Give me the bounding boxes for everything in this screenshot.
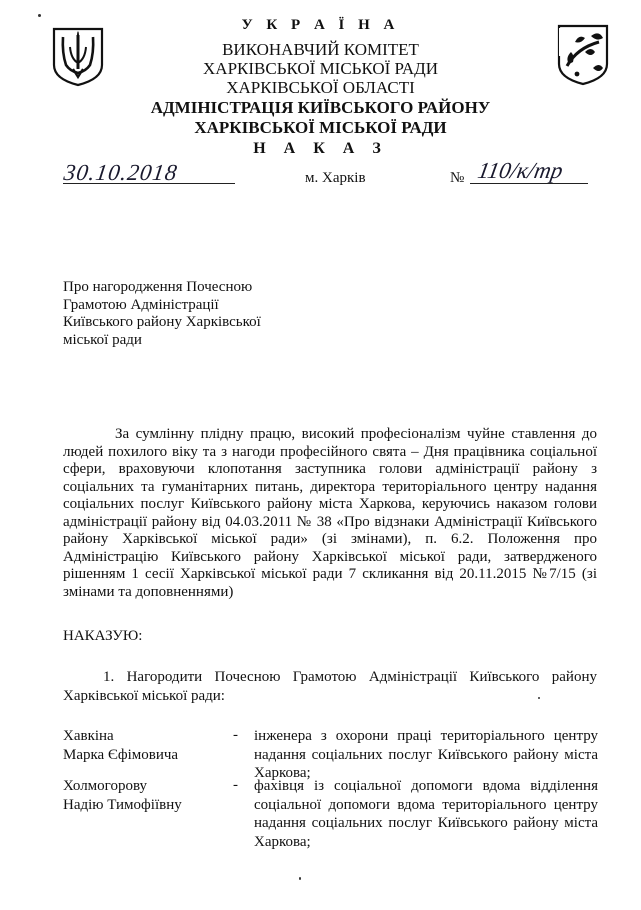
city-label: м. Харків (305, 170, 366, 186)
person-name (63, 777, 182, 814)
date-underline (63, 183, 235, 184)
order-directive: НАКАЗУЮ: (63, 628, 143, 644)
person-given-name: Надію Тимофіївну (63, 796, 182, 813)
number-sign: № (450, 170, 465, 186)
person-position: фахівця із соціальної допомоги вдома відділення соціальної допомоги вдома територіального центру надання соціальних послуг Київського району міста Харкова; (254, 778, 598, 850)
handwritten-date: 30.10.2018 (62, 160, 180, 185)
person-surname: Хавкіна (63, 728, 114, 744)
subject-line: Про нагородження Почесною (63, 279, 253, 295)
preamble-paragraph (63, 426, 597, 601)
number-underline (470, 183, 588, 184)
preamble-text: За сумлінну плідну працю, високий професіоналізм чуйне ставлення до людей похилого віку та з нагоди професійного свята – Дня працівника соціальної сфери, враховуючи клопотання заступника голови адміністрації району з соціальних та гуманітарних питань, директора територіального центру надання соціальних послуг Київського району міста Харкова, керуючись наказом голови адміністрації району від 04.03.2011 № 38 «Про відзнаки Адміністрації Київського району Харківської міської ради» (зі змінами), п. 6.2. Положення про Адміністрацію Київського району Харківської міської ради, затвердженого рішенням 1 сесії Харківської міської ради 7 скликання від 20.11.2015 №7/15 (зі змінами та доповненнями) (63, 426, 597, 600)
person-name (63, 727, 178, 764)
person-given-name: Марка Єфімовича (63, 746, 179, 763)
person-surname: Холмогорову (63, 778, 148, 794)
subject-line: Київського району Харківської (63, 314, 261, 330)
country-heading: У К Р А Ї Н А (241, 17, 400, 33)
subject-line: Грамотою Адміністрації (63, 296, 219, 313)
heading-line: ХАРКІВСЬКОЇ МІСЬКОЇ РАДИ (203, 59, 438, 78)
scan-speck (299, 877, 301, 880)
order-item-text: 1. Нагородити Почесною Грамотою Адміністрації Київського району Харківської міської ради: (63, 669, 597, 704)
subject-line: міської ради (63, 331, 142, 348)
handwritten-order-number: 110/к/тр (475, 158, 565, 183)
order-subject (63, 279, 261, 349)
person-position: інженера з охорони праці територіального центру надання соціальних послуг Київського району міста Харкова; (254, 728, 598, 781)
heading-line: ХАРКІВСЬКОЇ МІСЬКОЇ РАДИ (194, 118, 447, 137)
list-dash: - (233, 777, 238, 793)
list-dash: - (233, 727, 238, 743)
executive-committee-heading (0, 40, 641, 97)
scan-speck (38, 14, 41, 17)
heading-line: ВИКОНАВЧИЙ КОМІТЕТ (222, 40, 419, 59)
order-item-1 (63, 668, 597, 706)
heading-line: АДМІНІСТРАЦІЯ КИЇВСЬКОГО РАЙОНУ (150, 98, 491, 117)
heading-line: ХАРКІВСЬКОЇ ОБЛАСТІ (226, 78, 415, 97)
document-type-title: Н А К А З (253, 140, 388, 157)
scan-speck (538, 697, 540, 699)
administration-heading (0, 98, 641, 138)
